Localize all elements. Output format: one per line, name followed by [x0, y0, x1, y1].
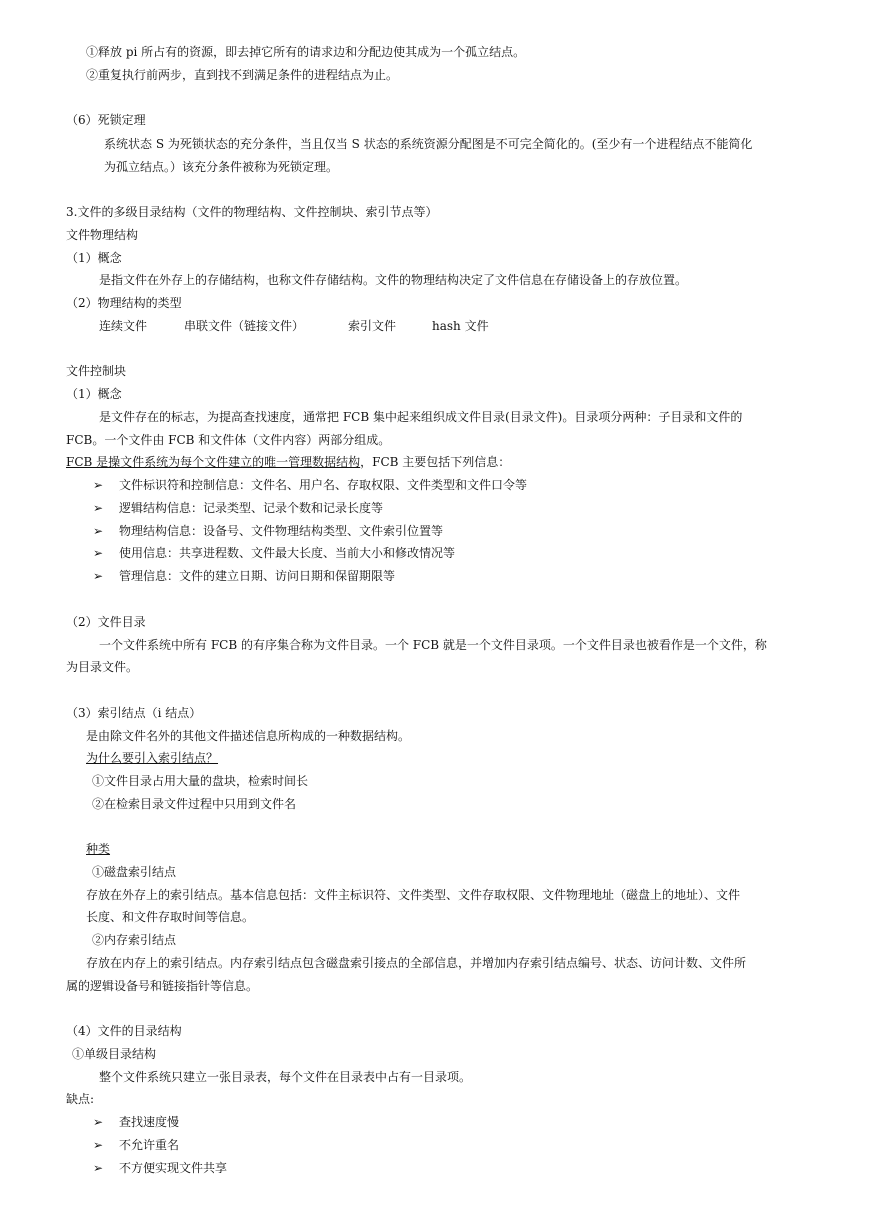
fcb-concept-heading: （1）概念	[66, 387, 122, 401]
fcb-concept-line-1: 是文件存在的标志，为提高查找速度，通常把 FCB 集中起来组织成文件目录(目录文件)。目录项分两种：子目录和文件的	[99, 410, 743, 424]
fcb-item-4: 使用信息：共享进程数、文件最大长度、当前大小和修改情况等	[119, 546, 456, 560]
cons-item-2: 不允许重名	[119, 1138, 180, 1152]
fcb-concept-line-2: FCB。一个文件由 FCB 和文件体（文件内容）两部分组成。	[66, 433, 391, 447]
physical-type-indexed: 索引文件	[348, 319, 397, 333]
inode-definition: 是由除文件名外的其他文件描述信息所构成的一种数据结构。	[86, 729, 411, 743]
step-2-text: ②重复执行前两步，直到找不到满足条件的进程结点为止。	[86, 68, 399, 82]
inode-kinds-heading: 种类	[86, 842, 111, 856]
inode-why-1: ①文件目录占用大量的盘块，检索时间长	[92, 774, 309, 788]
fcb-title: 文件控制块	[66, 364, 127, 378]
deadlock-heading: （6）死锁定理	[66, 113, 146, 127]
memory-inode-body-line-2: 属的逻辑设备号和链接指针等信息。	[66, 979, 259, 993]
dir-structure-heading: （4）文件的目录结构	[66, 1024, 182, 1038]
memory-inode-body-line-1: 存放在内存上的索引结点。内存索引结点包含磁盘索引接点的全部信息，并增加内存索引结点编号、状态、访问计数、文件所	[86, 956, 747, 970]
disk-inode-body-line-1: 存放在外存上的索引结点。基本信息包括：文件主标识符、文件类型、文件存取权限、文件物理地址（磁盘上的地址）、文件	[86, 888, 741, 902]
inode-why-2: ②在检索目录文件过程中只用到文件名	[92, 797, 297, 811]
physical-type-hash: hash 文件	[432, 319, 489, 333]
deadlock-body-line-2: 为孤立结点。）该充分条件被称为死锁定理。	[104, 160, 339, 174]
bullet-icon: ➢	[93, 1138, 104, 1152]
directory-body-line-2: 为目录文件。	[66, 660, 139, 674]
cons-item-3: 不方便实现文件共享	[119, 1161, 228, 1175]
bullet-icon: ➢	[93, 546, 104, 560]
fcb-item-1: 文件标识符和控制信息：文件名、用户名、存取权限、文件类型和文件口令等	[119, 478, 528, 492]
physical-structure-title: 文件物理结构	[66, 228, 139, 242]
cons-heading: 缺点:	[66, 1092, 95, 1106]
physical-type-continuous: 连续文件	[99, 319, 148, 333]
single-level-body: 整个文件系统只建立一张目录表，每个文件在目录表中占有一目录项。	[99, 1070, 472, 1084]
fcb-definition-rest: ，FCB 主要包括下列信息：	[360, 455, 511, 469]
fcb-definition	[66, 454, 510, 470]
fcb-item-3: 物理结构信息：设备号、文件物理结构类型、文件索引位置等	[119, 524, 444, 538]
step-1-text: ①释放 pi 所占有的资源，即去掉它所有的请求边和分配边使其成为一个孤立结点。	[86, 45, 526, 59]
inode-why-question: 为什么要引入索引结点？	[86, 751, 219, 765]
fcb-definition-underlined: FCB 是操文件系统为每个文件建立的唯一管理数据结构	[66, 455, 361, 469]
deadlock-body-line-1: 系统状态 S 为死锁状态的充分条件，当且仅当 S 状态的系统资源分配图是不可完全简化的。(至少有一个进程结点不能简化	[104, 137, 753, 151]
cons-item-1: 查找速度慢	[119, 1115, 180, 1129]
bullet-icon: ➢	[93, 1115, 104, 1129]
fcb-item-5: 管理信息：文件的建立日期、访问日期和保留期限等	[119, 569, 396, 583]
disk-inode-heading: ①磁盘索引结点	[92, 865, 177, 879]
fcb-item-2: 逻辑结构信息：记录类型、记录个数和记录长度等	[119, 501, 384, 515]
directory-body-line-1: 一个文件系统中所有 FCB 的有序集合称为文件目录。一个 FCB 就是一个文件目录项。一个文件目录也被看作是一个文件，称	[99, 638, 767, 652]
physical-concept-heading: （1）概念	[66, 251, 122, 265]
bullet-icon: ➢	[93, 501, 104, 515]
inode-heading: （3）索引结点（i 结点）	[66, 706, 202, 720]
memory-inode-heading: ②内存索引结点	[92, 933, 177, 947]
section-3-title: 3.文件的多级目录结构（文件的物理结构、文件控制块、索引节点等）	[66, 205, 438, 219]
bullet-icon: ➢	[93, 569, 104, 583]
bullet-icon: ➢	[93, 478, 104, 492]
bullet-icon: ➢	[93, 1161, 104, 1175]
physical-types-heading: （2）物理结构的类型	[66, 296, 182, 310]
physical-concept-body: 是指文件在外存上的存储结构，也称文件存储结构。文件的物理结构决定了文件信息在存储设备上的存放位置。	[99, 273, 688, 287]
disk-inode-body-line-2: 长度、和文件存取时间等信息。	[86, 910, 255, 924]
bullet-icon: ➢	[93, 524, 104, 538]
directory-heading: （2）文件目录	[66, 615, 146, 629]
physical-type-linked: 串联文件（链接文件）	[184, 319, 305, 333]
single-level-heading: ①单级目录结构	[72, 1047, 157, 1061]
